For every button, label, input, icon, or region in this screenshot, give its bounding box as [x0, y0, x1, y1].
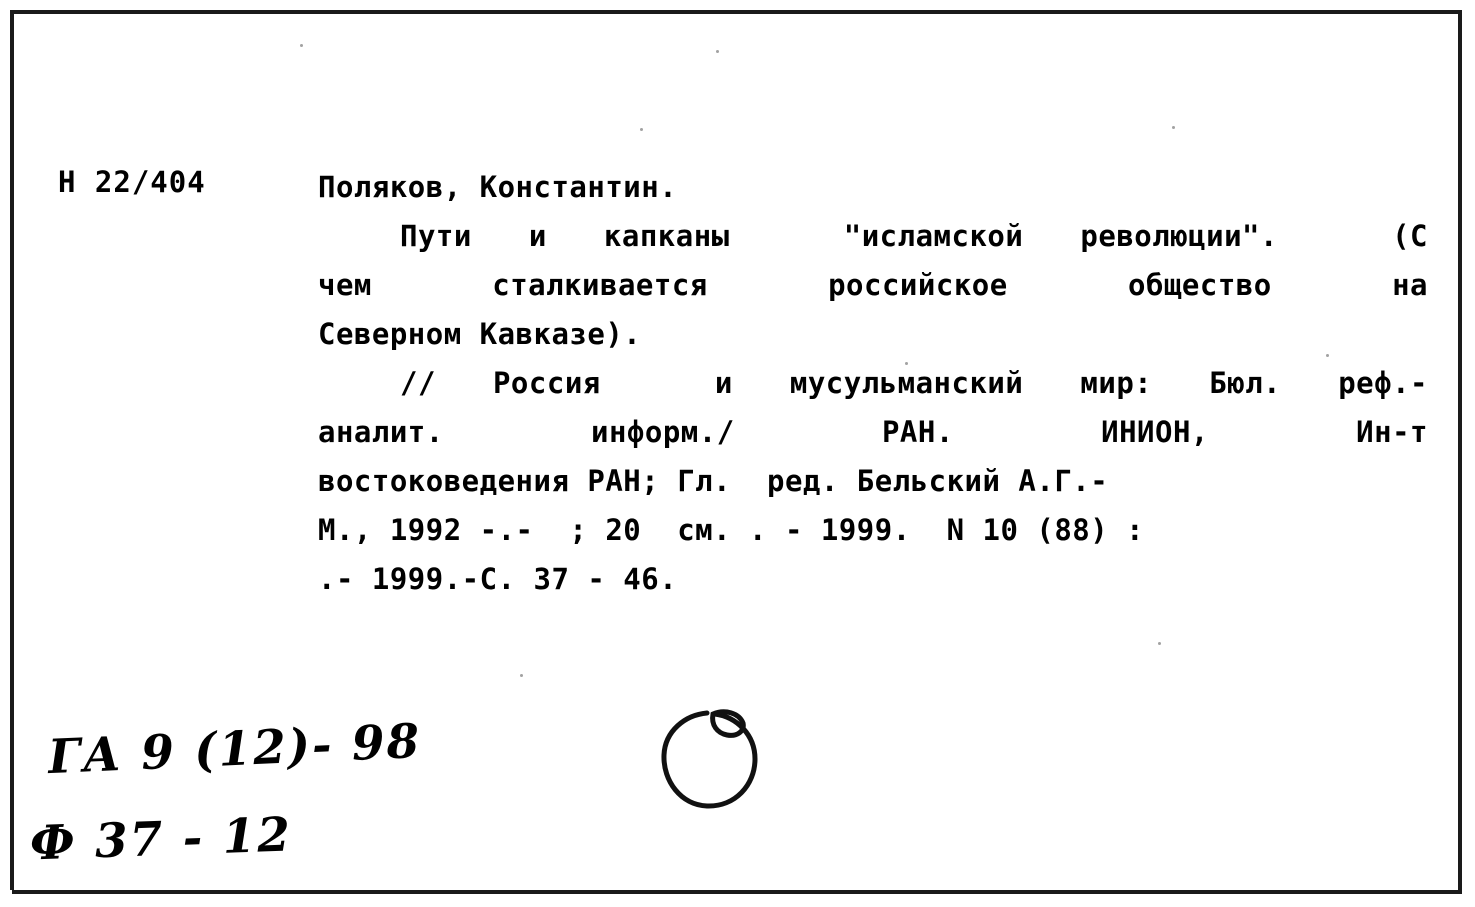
record-author: Поляков, Константин. [318, 170, 678, 204]
card-border-left [10, 10, 14, 890]
scan-speck [520, 674, 523, 677]
record-line-4: // Россия и мусульманский мир: Бюл. реф.- [400, 366, 1428, 400]
scan-speck [716, 50, 719, 53]
scan-speck [1172, 126, 1175, 129]
card-border-bottom [12, 890, 1462, 894]
handwritten-note-2: Ф 37 - 12 [29, 807, 293, 872]
scan-speck [640, 128, 643, 131]
record-line-1: Пути и капканы "исламской революции". (С [400, 219, 1428, 253]
scan-speck [300, 44, 303, 47]
scan-speck [1326, 354, 1329, 357]
shelfmark: Н 22/404 [58, 165, 206, 199]
record-line-6: востоковедения РАН; Гл. ред. Бельский А.Г.- [318, 464, 1109, 498]
card-border-top [10, 10, 1462, 14]
bibliographic-record [318, 163, 1428, 604]
scan-speck [1158, 642, 1161, 645]
record-line-3: Северном Кавказе). [318, 317, 642, 351]
ink-stamp-icon [655, 705, 765, 815]
record-line-8: .- 1999.-С. 37 - 46. [318, 562, 678, 596]
card-border-right [1458, 10, 1462, 894]
record-line-5: аналит. информ./ РАН. ИНИОН, Ин-т [318, 415, 1428, 449]
record-line-7: М., 1992 -.- ; 20 см. . - 1999. N 10 (88) : [318, 513, 1145, 547]
record-line-2: чем сталкивается российское общество на [318, 268, 1428, 302]
scan-speck [905, 362, 908, 365]
handwritten-note-1: ГА 9 (12)- 98 [46, 713, 423, 786]
